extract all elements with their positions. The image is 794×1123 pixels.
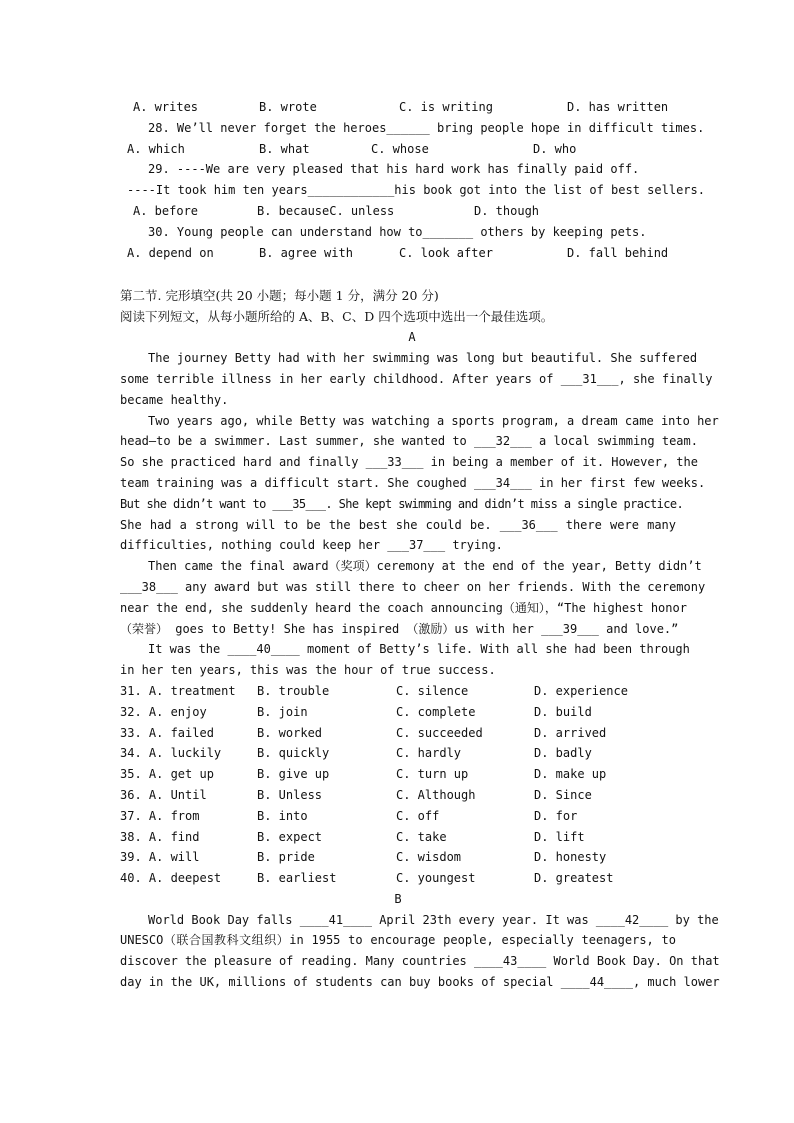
q30-option-a: A. depend on: [127, 245, 214, 260]
options-row-39: [120, 847, 676, 868]
option-31-a: 31. A. treatment: [120, 683, 236, 698]
q30-option-b: B. agree with: [259, 245, 353, 260]
q30-stem: 30. Young people can understand how to_______ others by keeping pets.: [148, 224, 647, 239]
passage-a-line: near the end, she suddenly heard the coach announcing（通知），“The highest honor: [120, 600, 687, 615]
passage-a-line: Then came the final award（奖项）ceremony at the end of the year, Betty didn’t: [148, 559, 702, 574]
passage-a-line: in her ten years, this was the hour of true success.: [120, 663, 496, 678]
options-row-35: [120, 764, 676, 785]
exam-page: [120, 97, 720, 993]
cloze-options: [120, 681, 676, 889]
options-row-38: [120, 827, 676, 848]
option-34-d: D. badly: [534, 746, 592, 761]
option-36-c: C. Although: [396, 787, 476, 802]
option-31-c: C. silence: [396, 683, 469, 698]
q30-options: [120, 243, 676, 264]
q29-option-a: A. before: [133, 203, 199, 218]
option-31-b: B. trouble: [257, 683, 330, 698]
option-33-a: 33. A. failed: [120, 725, 214, 740]
option-35-d: D. make up: [534, 767, 607, 782]
option-38-b: B. expect: [257, 829, 323, 844]
option-38-a: 38. A. find: [120, 829, 200, 844]
option-32-c: C. complete: [396, 704, 476, 719]
passage-a: [120, 348, 719, 681]
passage-a-line: Two years ago, while Betty was watching a sports program, a dream came into her: [148, 413, 719, 428]
passage-b-line: World Book Day falls ____41____ April 23th every year. It was ____42____ by the: [148, 912, 719, 927]
q28-option-a: A. which: [127, 141, 185, 156]
passage-a-line: head—to be a swimmer. Last summer, she wanted to ___32___ a local swimming team.: [120, 434, 698, 449]
passage-a-line: The journey Betty had with her swimming was long but beautiful. She suffered: [148, 351, 698, 366]
q29-dialog: ----It took him ten years____________his book got into the list of best sellers.: [127, 183, 705, 198]
options-row-36: [120, 785, 676, 806]
passage-a-line: became healthy.: [120, 392, 229, 407]
options-row-40: [120, 868, 676, 889]
options-row-33: [120, 723, 676, 744]
option-37-b: B. into: [257, 808, 308, 823]
option-33-c: C. succeeded: [396, 725, 483, 740]
option-37-c: C. off: [396, 808, 440, 823]
passage-b-line: UNESCO（联合国教科文组织）in 1955 to encourage people, especially teenagers, to: [120, 933, 676, 948]
options-row-32: [120, 702, 676, 723]
passage-a-line: But she didn’t want to ___35___. She kept swimming and didn’t miss a single practice.: [120, 496, 684, 511]
option-33-b: B. worked: [257, 725, 323, 740]
passage-b-label: B: [394, 891, 402, 906]
passage-b: [120, 910, 720, 993]
q27-option-b: B. wrote: [259, 100, 317, 114]
option-37-a: 37. A. from: [120, 808, 200, 823]
q29-stem: 29. ----We are very pleased that his hard work has finally paid off.: [148, 162, 640, 177]
passage-a-line: It was the ____40____ moment of Betty’s life. With all she had been through: [148, 642, 690, 657]
option-38-c: C. take: [396, 829, 447, 844]
passage-a-line: some terrible illness in her early childhood. After years of ___31___, she finally: [120, 371, 713, 386]
option-40-a: 40. A. deepest: [120, 871, 222, 886]
option-39-d: D. honesty: [534, 850, 607, 865]
q28-option-c: C. whose: [371, 141, 429, 156]
option-32-d: D. build: [534, 704, 592, 719]
option-40-d: D. greatest: [534, 871, 614, 886]
passage-a-line: team training was a difficult start. She coughed ___34___ in her first few weeks.: [120, 475, 706, 490]
section-instruction: 阅读下列短文，从每小题所给的 A、B、C、D 四个选项中选出一个最佳选项。: [120, 309, 554, 325]
option-34-a: 34. A. luckily: [120, 746, 222, 761]
q27-option-d: D. has written: [567, 100, 669, 114]
option-40-c: C. youngest: [396, 871, 476, 886]
q28-options: [120, 139, 676, 160]
option-36-b: B. Unless: [257, 787, 323, 802]
option-35-b: B. give up: [257, 767, 330, 782]
passage-a-line: difficulties, nothing could keep her ___37___ trying.: [120, 538, 503, 553]
option-36-a: 36. A. Until: [120, 787, 207, 802]
option-34-b: B. quickly: [257, 746, 330, 761]
option-39-a: 39. A. will: [120, 850, 200, 865]
option-31-d: D. experience: [534, 683, 628, 698]
q27-option-a: A. writes: [133, 100, 199, 114]
option-34-c: C. hardly: [396, 746, 462, 761]
q29-option-bc: B. becauseC. unless: [257, 203, 395, 218]
q30-option-c: C. look after: [399, 245, 493, 260]
options-row-34: [120, 743, 676, 764]
options-row-31: [120, 681, 676, 702]
passage-b-line: discover the pleasure of reading. Many countries ____43____ World Book Day. On that: [120, 954, 720, 969]
option-32-a: 32. A. enjoy: [120, 704, 207, 719]
q27-option-c: C. is writing: [399, 100, 493, 114]
option-36-d: D. Since: [534, 787, 592, 802]
section-title: 第二节. 完形填空(共 20 小题；每小题 1 分，满分 20 分): [120, 288, 439, 304]
option-32-b: B. join: [257, 704, 308, 719]
passage-a-line: She had a strong will to be the best she could be. ___36___ there were many: [120, 517, 676, 532]
q28-option-b: B. what: [259, 141, 310, 156]
option-39-c: C. wisdom: [396, 850, 462, 865]
passage-b-line: day in the UK, millions of students can buy books of special ____44____, much lower: [120, 975, 720, 990]
option-35-c: C. turn up: [396, 767, 469, 782]
option-39-b: B. pride: [257, 850, 315, 865]
passage-a-line: （荣誉） goes to Betty! She has inspired （激励）us with her ___39___ and love.”: [120, 621, 679, 636]
passage-a-label: A: [408, 330, 416, 345]
q28-option-d: D. who: [533, 141, 577, 156]
option-37-d: D. for: [534, 808, 578, 823]
q30-option-d: D. fall behind: [567, 245, 669, 260]
q29-option-d: D. though: [474, 203, 540, 218]
option-35-a: 35. A. get up: [120, 767, 214, 782]
q29-options: [120, 201, 676, 222]
passage-a-line: So she practiced hard and finally ___33___ in being a member of it. However, the: [120, 455, 698, 470]
option-40-b: B. earliest: [257, 871, 337, 886]
q27-options: [120, 97, 676, 118]
option-38-d: D. lift: [534, 829, 585, 844]
q28-stem: 28. We’ll never forget the heroes______ bring people hope in difficult times.: [148, 120, 705, 135]
options-row-37: [120, 806, 676, 827]
passage-a-line: ___38___ any award but was still there to cheer on her friends. With the ceremony: [120, 579, 706, 594]
option-33-d: D. arrived: [534, 725, 607, 740]
